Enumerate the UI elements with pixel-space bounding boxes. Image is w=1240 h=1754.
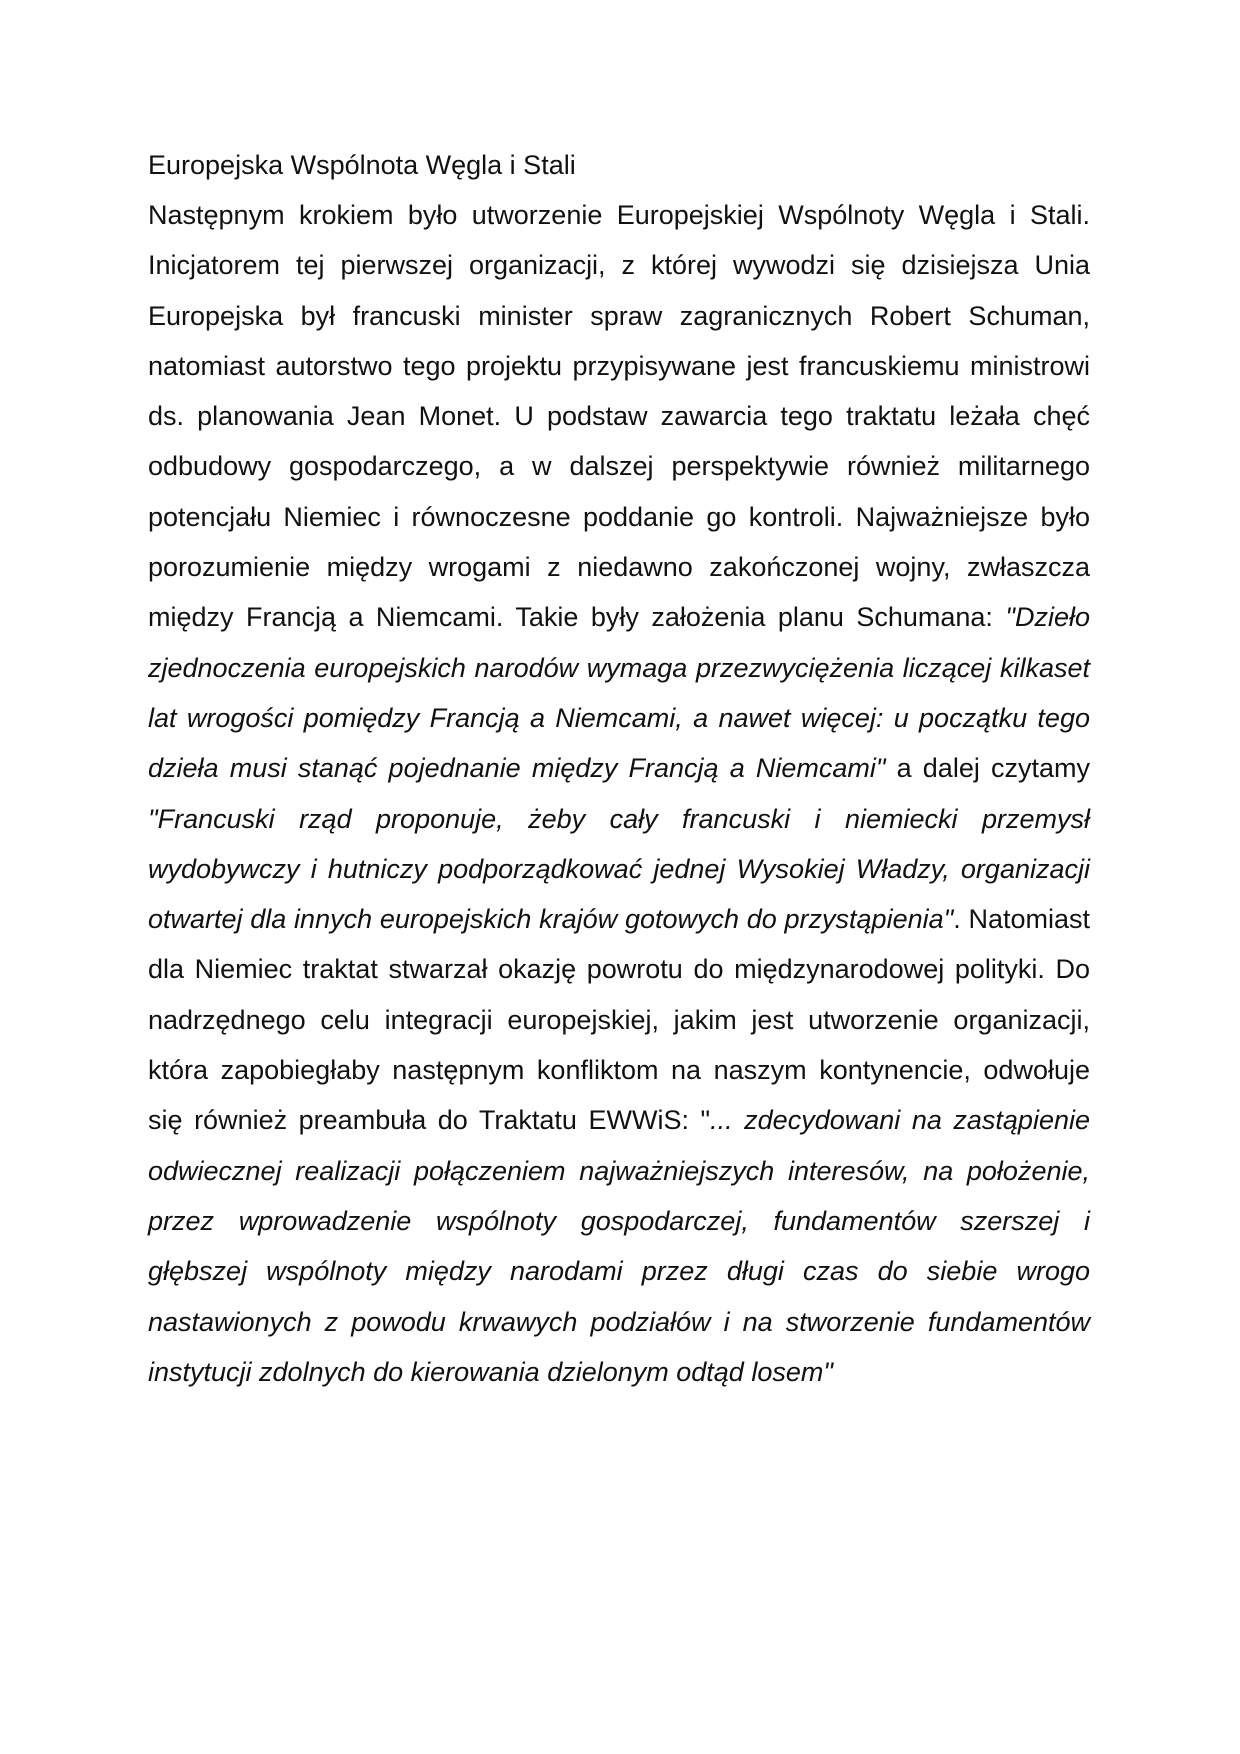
body-intro: Następnym krokiem było utworzenie Europejskiej Wspólnoty Węgla i Stali. Inicjatorem tej pierwszej organizacji, z której wywodzi się dzisiejsza Unia Europejska był francuski minister spraw zagranicznych Robert Schuman, natomiast autorstwo tego projektu przypisywane jest francuskiemu ministrowi ds. planowania Jean Monet. U podstaw zawarcia tego traktatu leżała chęć odbudowy gospodarczego, a w dalszej perspektywie również militarnego potencjału Niemiec i równoczesne poddanie go kontroli. Najważniejsze było porozumienie między wrogami z niedawno zakończonej wojny, zwłaszcza między Francją a Niemcami. Takie były założenia planu Schumana: — [148, 200, 1090, 633]
document-page — [148, 140, 1090, 1397]
document-body — [148, 190, 1090, 1397]
body-connector: a dalej czytamy — [885, 753, 1090, 784]
ewwis-preamble-quote: ... zdecydowani na zastąpienie odwiecznej realizacji połączeniem najważniejszych interesów, na położenie, przez wprowadzenie wspólnoty gospodarczej, fundamentów szerszej i głębszej wspólnoty między narodami przez długi czas do siebie wrogo nastawionych z powodu krwawych podziałów i na stworzenie fundamentów instytucji zdolnych do kierowania dzielonym odtąd losem" — [148, 1105, 1090, 1387]
schuman-plan-quote: "Dzieło zjednoczenia europejskich narodów wymaga przezwyciężenia liczącej kilkaset lat wrogości pomiędzy Francją a Niemcami, a nawet więcej: u początku tego dzieła musi stanąć pojednanie między Francją a Niemcami" — [148, 602, 1090, 784]
document-title: Europejska Wspólnota Węgla i Stali — [148, 150, 576, 180]
french-government-quote: "Francuski rząd proponuje, żeby cały francuski i niemiecki przemysł wydobywczy i hutniczy podporządkować jednej Wysokiej Władzy, organizacji otwartej dla innych europejskich krajów gotowych do przystąpienia" — [148, 803, 1090, 935]
body-middle: . Natomiast dla Niemiec traktat stwarzał okazję powrotu do międzynarodowej polityki. Do nadrzędnego celu integracji europejskiej, jakim jest utworzenie organizacji, która zapobiegłaby następnym konfliktom na naszym kontynencie, odwołuje się również preambuła do Traktatu EWWiS: " — [148, 904, 1090, 1136]
